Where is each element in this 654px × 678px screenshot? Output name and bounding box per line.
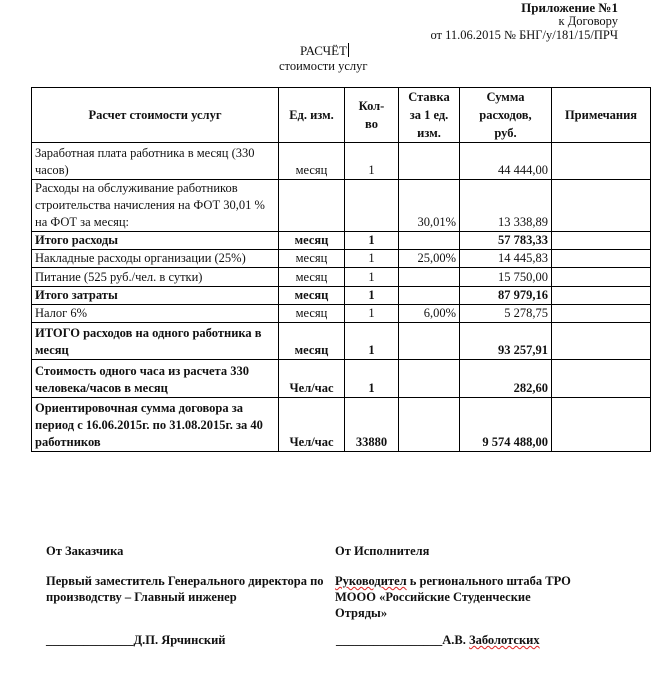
cell-sum: 5 278,75 — [460, 305, 552, 323]
cell-unit: месяц — [279, 268, 345, 287]
cell-notes — [552, 323, 651, 360]
cell-service: Питание (525 руб./чел. в сутки) — [32, 268, 279, 287]
cell-qty — [345, 180, 399, 232]
cell-sum: 87 979,16 — [460, 287, 552, 305]
table-row — [32, 232, 651, 250]
cell-qty: 1 — [345, 305, 399, 323]
cell-rate: 25,00% — [399, 250, 460, 268]
customer-label: От Заказчика — [46, 544, 124, 558]
cell-unit: месяц — [279, 323, 345, 360]
cell-sum: 15 750,00 — [460, 268, 552, 287]
cell-service: Стоимость одного часа из расчета 330 человека/часов в месяц — [32, 360, 279, 398]
col-header-qty: Кол-во — [345, 88, 399, 143]
customer-name: Д.П. Ярчинский — [133, 633, 226, 647]
cell-qty: 1 — [345, 323, 399, 360]
table-row — [32, 287, 651, 305]
cell-unit: месяц — [279, 287, 345, 305]
cell-sum: 14 445,83 — [460, 250, 552, 268]
cell-sum: 282,60 — [460, 360, 552, 398]
signature-line: _________________ — [336, 633, 443, 647]
signature-line: ______________ — [46, 633, 134, 647]
cell-qty: 1 — [345, 287, 399, 305]
appendix-contract-label: к Договору — [558, 14, 618, 28]
cell-unit: Чел/час — [279, 360, 345, 398]
cell-qty: 1 — [345, 232, 399, 250]
text-cursor — [348, 43, 349, 57]
document-title[interactable] — [300, 43, 349, 59]
contractor-label: От Исполнителя — [335, 544, 430, 558]
cell-notes — [552, 250, 651, 268]
cell-sum: 9 574 488,00 — [460, 398, 552, 452]
cell-unit — [279, 180, 345, 232]
cell-service: Итого затраты — [32, 287, 279, 305]
col-header-rate: Ставка за 1 ед. изм. — [399, 88, 460, 143]
col-header-sum: Сумма расходов, руб. — [460, 88, 552, 143]
cell-service: Итого расходы — [32, 232, 279, 250]
cell-qty: 1 — [345, 143, 399, 180]
cell-unit: месяц — [279, 250, 345, 268]
cell-rate: 6,00% — [399, 305, 460, 323]
cell-sum: 44 444,00 — [460, 143, 552, 180]
cell-sum: 93 257,91 — [460, 323, 552, 360]
cell-notes — [552, 180, 651, 232]
cell-rate — [399, 360, 460, 398]
cell-notes — [552, 360, 651, 398]
cell-service: Налог 6% — [32, 305, 279, 323]
table-row — [32, 250, 651, 268]
table-row — [32, 360, 651, 398]
cell-qty: 1 — [345, 268, 399, 287]
customer-position: Первый заместитель Генерального директора по производству – Главный инженер — [46, 574, 324, 604]
table-header-row — [32, 88, 651, 143]
cell-unit: Чел/час — [279, 398, 345, 452]
table-row — [32, 323, 651, 360]
cell-notes — [552, 287, 651, 305]
cell-rate — [399, 268, 460, 287]
cell-service: ИТОГО расходов на одного работника в месяц — [32, 323, 279, 360]
cell-unit: месяц — [279, 305, 345, 323]
cell-service: Заработная плата работника в месяц (330 часов) — [32, 143, 279, 180]
contractor-position-text: ь регионального штаба ТРО МООО «Российские Студенческие Отряды» — [335, 574, 571, 620]
cell-service: Накладные расходы организации (25%) — [32, 250, 279, 268]
customer-signature — [46, 632, 225, 648]
cell-sum: 57 783,33 — [460, 232, 552, 250]
cell-notes — [552, 398, 651, 452]
contractor-surname[interactable]: Заболотских — [469, 633, 540, 647]
contract-reference: от 11.06.2015 № БНГ/у/181/15/ПРЧ — [430, 28, 618, 42]
col-header-notes: Примечания — [552, 88, 651, 143]
cell-service: Расходы на обслуживание работников строительства начисления на ФОТ 30,01 % на ФОТ за месяц: — [32, 180, 279, 232]
contractor-initials: А.В. — [442, 633, 469, 647]
cell-rate — [399, 323, 460, 360]
col-header-service: Расчет стоимости услуг — [32, 88, 279, 143]
spellcheck-word[interactable]: Руководител — [335, 574, 407, 588]
cell-unit: месяц — [279, 232, 345, 250]
cell-qty: 1 — [345, 360, 399, 398]
cost-table — [31, 87, 651, 452]
cell-service: Ориентировочная сумма договора за период с 16.06.2015г. по 31.08.2015г. за 40 работников — [32, 398, 279, 452]
cell-unit: месяц — [279, 143, 345, 180]
cell-rate — [399, 232, 460, 250]
cell-rate — [399, 398, 460, 452]
cell-qty: 33880 — [345, 398, 399, 452]
cell-qty: 1 — [345, 250, 399, 268]
cell-rate: 30,01% — [399, 180, 460, 232]
cell-notes — [552, 232, 651, 250]
document-subtitle: стоимости услуг — [279, 59, 368, 73]
table-row — [32, 180, 651, 232]
table-row — [32, 398, 651, 452]
cell-rate — [399, 143, 460, 180]
contractor-signature — [336, 632, 540, 648]
table-row — [32, 268, 651, 287]
cell-notes — [552, 305, 651, 323]
cell-sum: 13 338,89 — [460, 180, 552, 232]
col-header-unit: Ед. изм. — [279, 88, 345, 143]
cell-notes — [552, 143, 651, 180]
appendix-number: Приложение №1 — [521, 0, 618, 15]
cell-notes — [552, 268, 651, 287]
title-text: РАСЧЁТ — [300, 43, 347, 58]
cell-rate — [399, 287, 460, 305]
table-row — [32, 143, 651, 180]
contractor-position — [335, 573, 585, 621]
table-row — [32, 305, 651, 323]
